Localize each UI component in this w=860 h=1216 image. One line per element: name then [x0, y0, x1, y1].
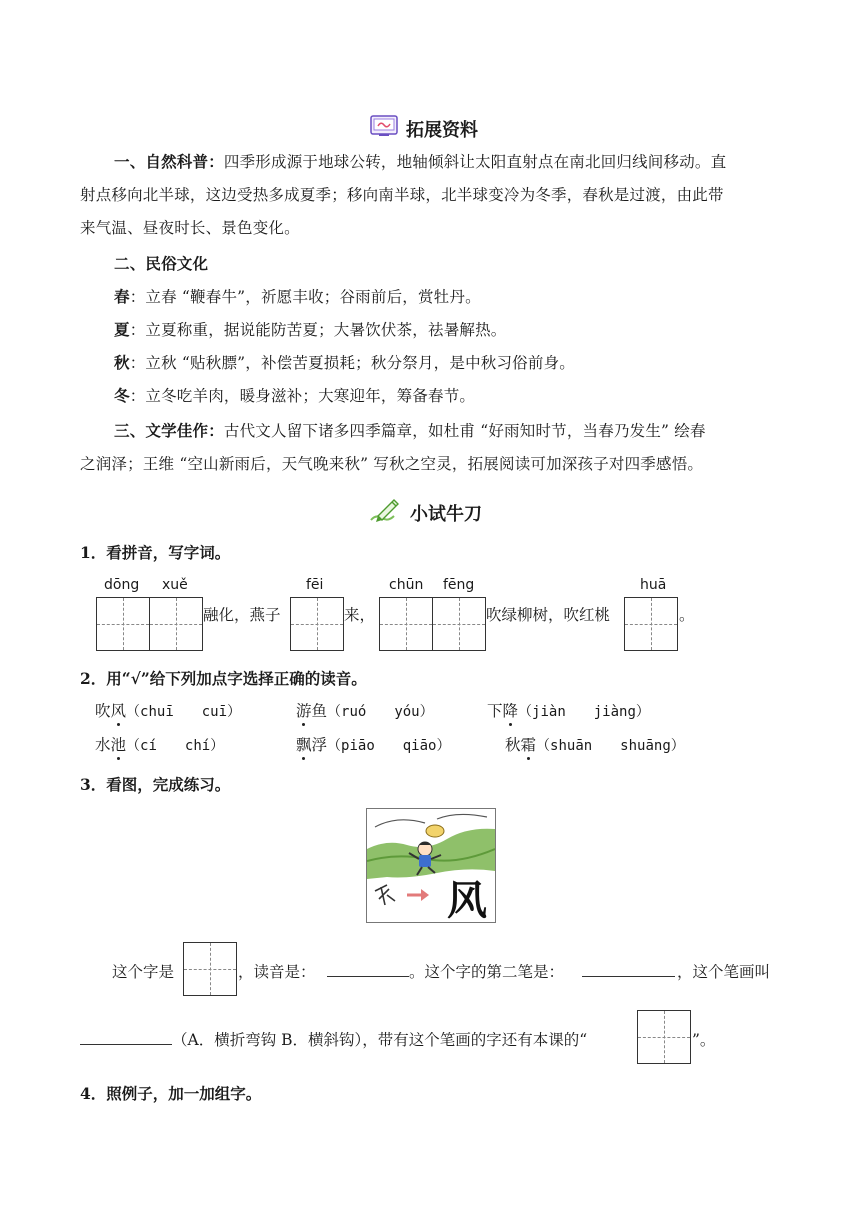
q2-char-dotted: 降	[502, 702, 519, 720]
q2-char-dotted: 飘	[296, 736, 312, 754]
q3-text-1: 这个字是	[112, 963, 175, 981]
answer-box-fei[interactable]	[290, 597, 344, 651]
q3-text-6: ”。	[692, 1031, 716, 1049]
science-line-1: 四季形成源于地球公转，地轴倾斜让太阳直射点在南北回归线间移动。直	[223, 153, 727, 171]
practice-title: 小试牛刀	[410, 503, 482, 525]
expand-title: 拓展资料	[406, 119, 478, 141]
literature-line-2: 之润泽；王维 “空山新雨后，天气晚来秋” 写秋之空灵，拓展阅读可加深孩子对四季感悟。	[80, 455, 704, 473]
q2-char-plain: 浮	[311, 736, 328, 754]
answer-box-chun[interactable]	[379, 597, 433, 651]
answer-box-feng[interactable]	[432, 597, 486, 651]
q2-options[interactable]: （cí chí）	[126, 738, 225, 754]
spring-text: ：立春 “鞭春牛”，祈愿丰收；谷雨前后，赏牡丹。	[129, 288, 481, 306]
pencil-icon	[368, 496, 402, 529]
answer-box-hua[interactable]	[624, 597, 678, 651]
section-science	[80, 145, 790, 245]
pinyin-dong: dōng	[104, 577, 140, 593]
q1-title: 1．看拼音，写字词。	[80, 543, 231, 562]
summer-label: 夏	[114, 320, 130, 339]
pinyin-fei: fēi	[306, 577, 324, 593]
literature-line-1: 古代文人留下诸多四季篇章，如杜甫 “好雨知时节，当春乃发生” 绘春	[223, 422, 706, 440]
q3-text-5: （A．横折弯钩 B．横斜钩），带有这个笔画的字还有本课的“	[172, 1031, 588, 1049]
q2-options[interactable]: （shuān shuāng）	[536, 738, 685, 754]
folk-summer	[114, 313, 507, 347]
q2-item-3	[487, 699, 650, 721]
winter-text: ：立冬吃羊肉，暖身滋补；大寒迎年，筹备春节。	[129, 387, 476, 405]
q2-char-plain: 水	[95, 736, 111, 754]
q2-char-plain: 鱼	[311, 702, 328, 720]
q4-title: 4．照例子，加一加组字。	[80, 1084, 262, 1103]
q2-item-2	[296, 699, 434, 721]
autumn-label: 秋	[114, 353, 130, 372]
q3-title: 3．看图，完成练习。	[80, 775, 231, 794]
q2-options[interactable]: （chuī cuī）	[126, 704, 242, 720]
answer-box-char[interactable]	[183, 942, 237, 996]
section-literature	[80, 414, 790, 481]
answer-box-xue[interactable]	[149, 597, 203, 651]
winter-label: 冬	[114, 386, 130, 405]
blank-stroke-name[interactable]	[80, 1030, 172, 1045]
spring-label: 春	[114, 287, 130, 306]
q3-text-3: 。这个字的第二笔是：	[409, 963, 565, 981]
q1-text-1: 融化，燕子	[203, 606, 281, 624]
q2-char-dotted: 风	[110, 702, 127, 720]
folk-winter	[114, 379, 475, 413]
q2-char-dotted: 游	[296, 702, 312, 720]
q3-text-2: ，读音是：	[238, 963, 316, 981]
pinyin-feng: fēng	[443, 577, 475, 593]
q2-item-1	[95, 699, 241, 721]
science-line-2: 射点移向北半球，这边受热多成夏季；移向南半球，北半球变冷为冬季，春秋是过渡，由此带	[80, 186, 724, 204]
q2-item-5	[296, 733, 450, 755]
blank-reading[interactable]	[327, 962, 409, 977]
folk-spring	[114, 280, 481, 314]
practice-heading	[368, 496, 482, 529]
wind-illustration	[366, 808, 496, 923]
pinyin-chun: chūn	[389, 577, 424, 593]
answer-box-dong[interactable]	[96, 597, 150, 651]
q2-char-dotted: 霜	[520, 736, 537, 754]
q2-options[interactable]: （piāo qiāo）	[327, 738, 451, 754]
q2-char-plain: 吹	[95, 702, 111, 720]
literature-label: 三、文学佳作：	[114, 421, 224, 440]
expand-heading	[370, 115, 478, 142]
pinyin-xue: xuě	[162, 577, 188, 593]
q2-item-6	[505, 733, 685, 755]
q1-text-2: 来，	[344, 606, 376, 624]
q2-char-plain: 秋	[505, 736, 521, 754]
wind-glyph: 风	[447, 877, 487, 923]
q2-options[interactable]: （jiàn jiàng）	[518, 704, 650, 720]
summer-text: ：立夏称重，据说能防苦夏；大暑饮伏茶，祛暑解热。	[129, 321, 507, 339]
q2-options[interactable]: （ruó yóu）	[327, 704, 434, 720]
folk-title: 二、民俗文化	[114, 254, 209, 273]
blank-second-stroke[interactable]	[582, 962, 675, 977]
science-line-3: 来气温、昼夜时长、景色变化。	[80, 219, 300, 237]
autumn-text: ：立秋 “贴秋膘”，补偿苦夏损耗；秋分祭月，是中秋习俗前身。	[129, 354, 575, 372]
q1-text-3: 吹绿柳树，吹红桃	[486, 606, 611, 624]
science-label: 一、自然科普：	[114, 152, 224, 171]
book-icon	[370, 115, 398, 142]
q2-item-4	[95, 733, 224, 755]
q2-char-plain: 下	[487, 702, 503, 720]
q2-title: 2．用“√”给下列加点字选择正确的读音。	[80, 669, 367, 688]
q3-text-4: ，这个笔画叫	[677, 963, 771, 981]
q2-char-dotted: 池	[110, 736, 127, 754]
pinyin-hua: huā	[640, 577, 667, 593]
q1-text-4: 。	[679, 606, 695, 624]
folk-autumn	[114, 346, 575, 380]
answer-box-lesson-char[interactable]	[637, 1010, 691, 1064]
